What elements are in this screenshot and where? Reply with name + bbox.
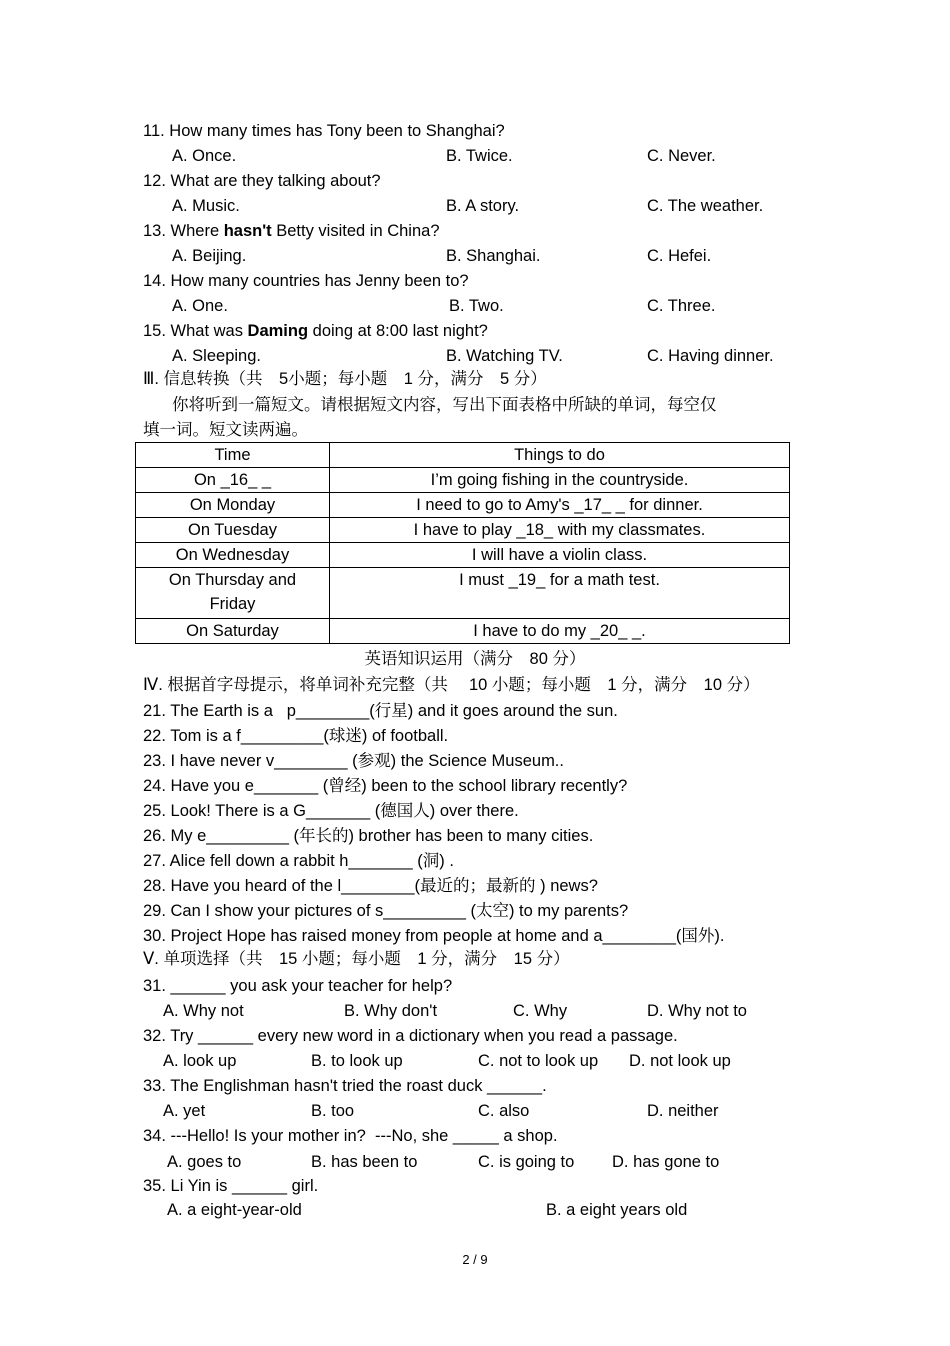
- table-header-time: Time: [136, 443, 330, 468]
- table-header-row: [136, 443, 790, 468]
- q15-option-c: C. Having dinner.: [647, 347, 774, 365]
- q11-option-a: A. Once.: [172, 147, 237, 165]
- table-cell-time: [136, 568, 330, 619]
- q27: 27. Alice fell down a rabbit h_______ (洞) .: [143, 852, 454, 870]
- q31-stem: 31. ______ you ask your teacher for help?: [143, 977, 453, 995]
- q32-option-b: B. to look up: [311, 1052, 403, 1070]
- q13-option-b: B. Shanghai.: [446, 247, 541, 265]
- q23: 23. I have never v________ (参观) the Science Museum..: [143, 752, 564, 770]
- q13-option-a: A. Beijing.: [172, 247, 247, 265]
- q15-stem-post: doing at 8:00 last night?: [308, 322, 488, 340]
- q21: 21. The Earth is a p________(行星) and it goes around the sun.: [143, 702, 618, 720]
- q33-stem: 33. The Englishman hasn't tried the roast duck ______.: [143, 1077, 547, 1095]
- table-row: [136, 568, 790, 619]
- q13-stem: [143, 221, 440, 241]
- table-cell-thing: I need to go to Amy's _17_ _ for dinner.: [330, 493, 790, 518]
- q32-option-c: C. not to look up: [478, 1052, 599, 1070]
- table-cell-time: On _16_ _: [136, 468, 330, 493]
- q33-option-b: B. too: [311, 1102, 355, 1120]
- q13-stem-pre: 13. Where: [143, 222, 224, 240]
- q31-option-a: A. Why not: [163, 1002, 244, 1020]
- table-cell-thing: I have to play _18_ with my classmates.: [330, 518, 790, 543]
- q34-option-a: A. goes to: [167, 1153, 242, 1171]
- q11-option-b: B. Twice.: [446, 147, 513, 165]
- table-cell-thing: I must _19_ for a math test.: [330, 568, 790, 619]
- q13-stem-post: Betty visited in China?: [271, 222, 440, 240]
- section3-heading: Ⅲ. 信息转换（共 5小题；每小题 1 分，满分 5 分）: [143, 370, 547, 388]
- q12-option-a: A. Music.: [172, 197, 240, 215]
- table-cell-time-line1: On Thursday and: [168, 571, 297, 589]
- q26: 26. My e_________ (年长的) brother has been to many cities.: [143, 827, 594, 845]
- info-table: [135, 442, 790, 644]
- section5-heading: Ⅴ. 单项选择（共 15 小题；每小题 1 分，满分 15 分）: [143, 950, 570, 968]
- q34-option-d: D. has gone to: [612, 1153, 720, 1171]
- q33-option-a: A. yet: [163, 1102, 206, 1120]
- section3-instruction-line2: 填一词。短文读两遍。: [143, 421, 308, 439]
- q34-option-c: C. is going to: [478, 1153, 575, 1171]
- q15-stem-pre: 15. What was: [143, 322, 248, 340]
- table-cell-time: On Monday: [136, 493, 330, 518]
- page-number: 2 / 9: [462, 1252, 488, 1267]
- table-header-things: Things to do: [330, 443, 790, 468]
- table-row: [136, 493, 790, 518]
- q31-option-b: B. Why don't: [344, 1002, 438, 1020]
- q14-option-a: A. One.: [172, 297, 228, 315]
- q14-option-b: B. Two.: [449, 297, 504, 315]
- q33-option-d: D. neither: [647, 1102, 719, 1120]
- table-cell-thing: I’m going fishing in the countryside.: [330, 468, 790, 493]
- q34-stem: 34. ---Hello! Is your mother in? ---No, she _____ a shop.: [143, 1127, 558, 1145]
- q24: 24. Have you e_______ (曾经) been to the school library recently?: [143, 777, 628, 795]
- q29: 29. Can I show your pictures of s_________ (太空) to my parents?: [143, 902, 629, 920]
- table-cell-thing: I have to do my _20_ _.: [330, 619, 790, 644]
- q13-stem-bold: hasn't: [223, 222, 272, 240]
- knowledge-section-title: 英语知识运用（满分 80 分）: [364, 650, 586, 668]
- table-cell-time-line2: Friday: [209, 595, 256, 613]
- q11-option-c: C. Never.: [647, 147, 716, 165]
- table-cell-time: On Wednesday: [136, 543, 330, 568]
- q32-stem: 32. Try ______ every new word in a dictionary when you read a passage.: [143, 1027, 678, 1045]
- section4-heading: Ⅳ. 根据首字母提示，将单词补充完整（共 10 小题；每小题 1 分，满分 10 分）: [143, 676, 760, 694]
- table-row: [136, 619, 790, 644]
- table-cell-time: On Tuesday: [136, 518, 330, 543]
- table-cell-time: On Saturday: [136, 619, 330, 644]
- q15-option-a: A. Sleeping.: [172, 347, 261, 365]
- table-row: [136, 543, 790, 568]
- q15-stem-bold: Daming: [247, 322, 309, 340]
- q12-stem: 12. What are they talking about?: [143, 172, 381, 190]
- q12-option-c: C. The weather.: [647, 197, 764, 215]
- q15-stem: [143, 321, 488, 341]
- q32-option-a: A. look up: [163, 1052, 237, 1070]
- table-row: [136, 468, 790, 493]
- q25: 25. Look! There is a G_______ (德国人) over there.: [143, 802, 519, 820]
- section3-instruction-line1: 你将听到一篇短文。请根据短文内容，写出下面表格中所缺的单词，每空仅: [172, 396, 717, 414]
- q30: 30. Project Hope has raised money from people at home and a________(国外).: [143, 927, 725, 945]
- q33-option-c: C. also: [478, 1102, 530, 1120]
- q31-option-c: C. Why: [513, 1002, 568, 1020]
- q32-option-d: D. not look up: [629, 1052, 731, 1070]
- q14-option-c: C. Three.: [647, 297, 716, 315]
- q11-stem: 11. How many times has Tony been to Shanghai?: [143, 122, 505, 140]
- q34-option-b: B. has been to: [311, 1153, 418, 1171]
- q15-option-b: B. Watching TV.: [446, 347, 563, 365]
- q35-stem: 35. Li Yin is ______ girl.: [143, 1177, 319, 1195]
- q14-stem: 14. How many countries has Jenny been to?: [143, 272, 469, 290]
- q35-option-b: B. a eight years old: [546, 1201, 688, 1219]
- q22: 22. Tom is a f_________(球迷) of football.: [143, 727, 449, 745]
- q12-option-b: B. A story.: [446, 197, 520, 215]
- q35-option-a: A. a eight-year-old: [167, 1201, 302, 1219]
- table-cell-thing: I will have a violin class.: [330, 543, 790, 568]
- q31-option-d: D. Why not to: [647, 1002, 747, 1020]
- q13-option-c: C. Hefei.: [647, 247, 712, 265]
- q28: 28. Have you heard of the l________(最近的；最新的 ) news?: [143, 877, 598, 895]
- table-row: [136, 518, 790, 543]
